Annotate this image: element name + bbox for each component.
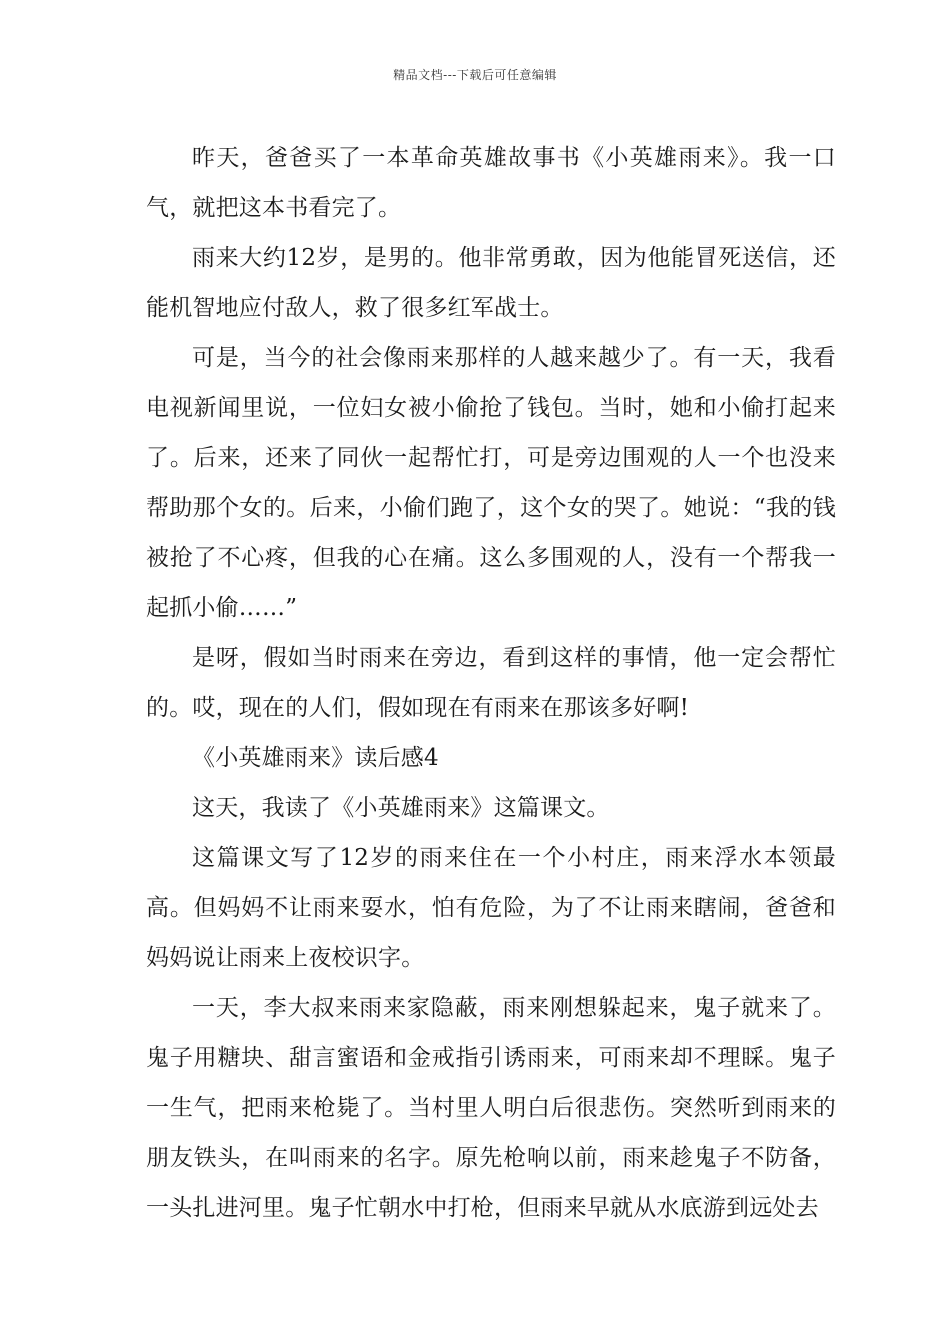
paragraph-7: 一天，李大叔来雨来家隐蔽，雨来刚想躲起来，鬼子就来了。鬼子用糖块、甜言蜜语和金戒指引诱雨来，可雨来却不理睬。鬼子一生气，把雨来枪毙了。当村里人明白后很悲伤。突然听到雨来的朋友铁头，在叫雨来的名字。原先枪响以前，雨来趁鬼子不防备，一头扎进河里。鬼子忙朝水中打枪，但雨来早就从水底游到远处去	[146, 995, 836, 1221]
section-title: 《小英雄雨来》读后感4	[192, 745, 439, 771]
paragraph-1: 昨天，爸爸买了一本革命英雄故事书《小英雄雨来》。我一口气，就把这本书看完了。	[146, 145, 836, 221]
paragraph-3: 可是，当今的社会像雨来那样的人越来越少了。有一天，我看电视新闻里说，一位妇女被小偷抢了钱包。当时，她和小偷打起来了。后来，还来了同伙一起帮忙打，可是旁边围观的人一个也没来帮助那个女的。后来，小偷们跑了，这个女的哭了。她说：“我的钱被抢了不心疼，但我的心在痛。这么多围观的人，没有一个帮我一起抓小偷……”	[146, 345, 836, 621]
paragraph-5: 这天，我读了《小英雄雨来》这篇课文。	[192, 795, 610, 821]
paragraph-2: 雨来大约12岁，是男的。他非常勇敢，因为他能冒死送信，还能机智地应付敌人，救了很多红军战士。	[146, 245, 836, 321]
page-header: 精品文档---下载后可任意编辑	[393, 68, 557, 82]
paragraph-6: 这篇课文写了12岁的雨来住在一个小村庄，雨来浮水本领最高。但妈妈不让雨来耍水，怕有危险，为了不让雨来瞎闹，爸爸和妈妈说让雨来上夜校识字。	[146, 845, 836, 971]
document-body	[146, 133, 836, 1233]
paragraph-4: 是呀，假如当时雨来在旁边，看到这样的事情，他一定会帮忙的。哎，现在的人们，假如现在有雨来在那该多好啊!	[146, 645, 836, 721]
